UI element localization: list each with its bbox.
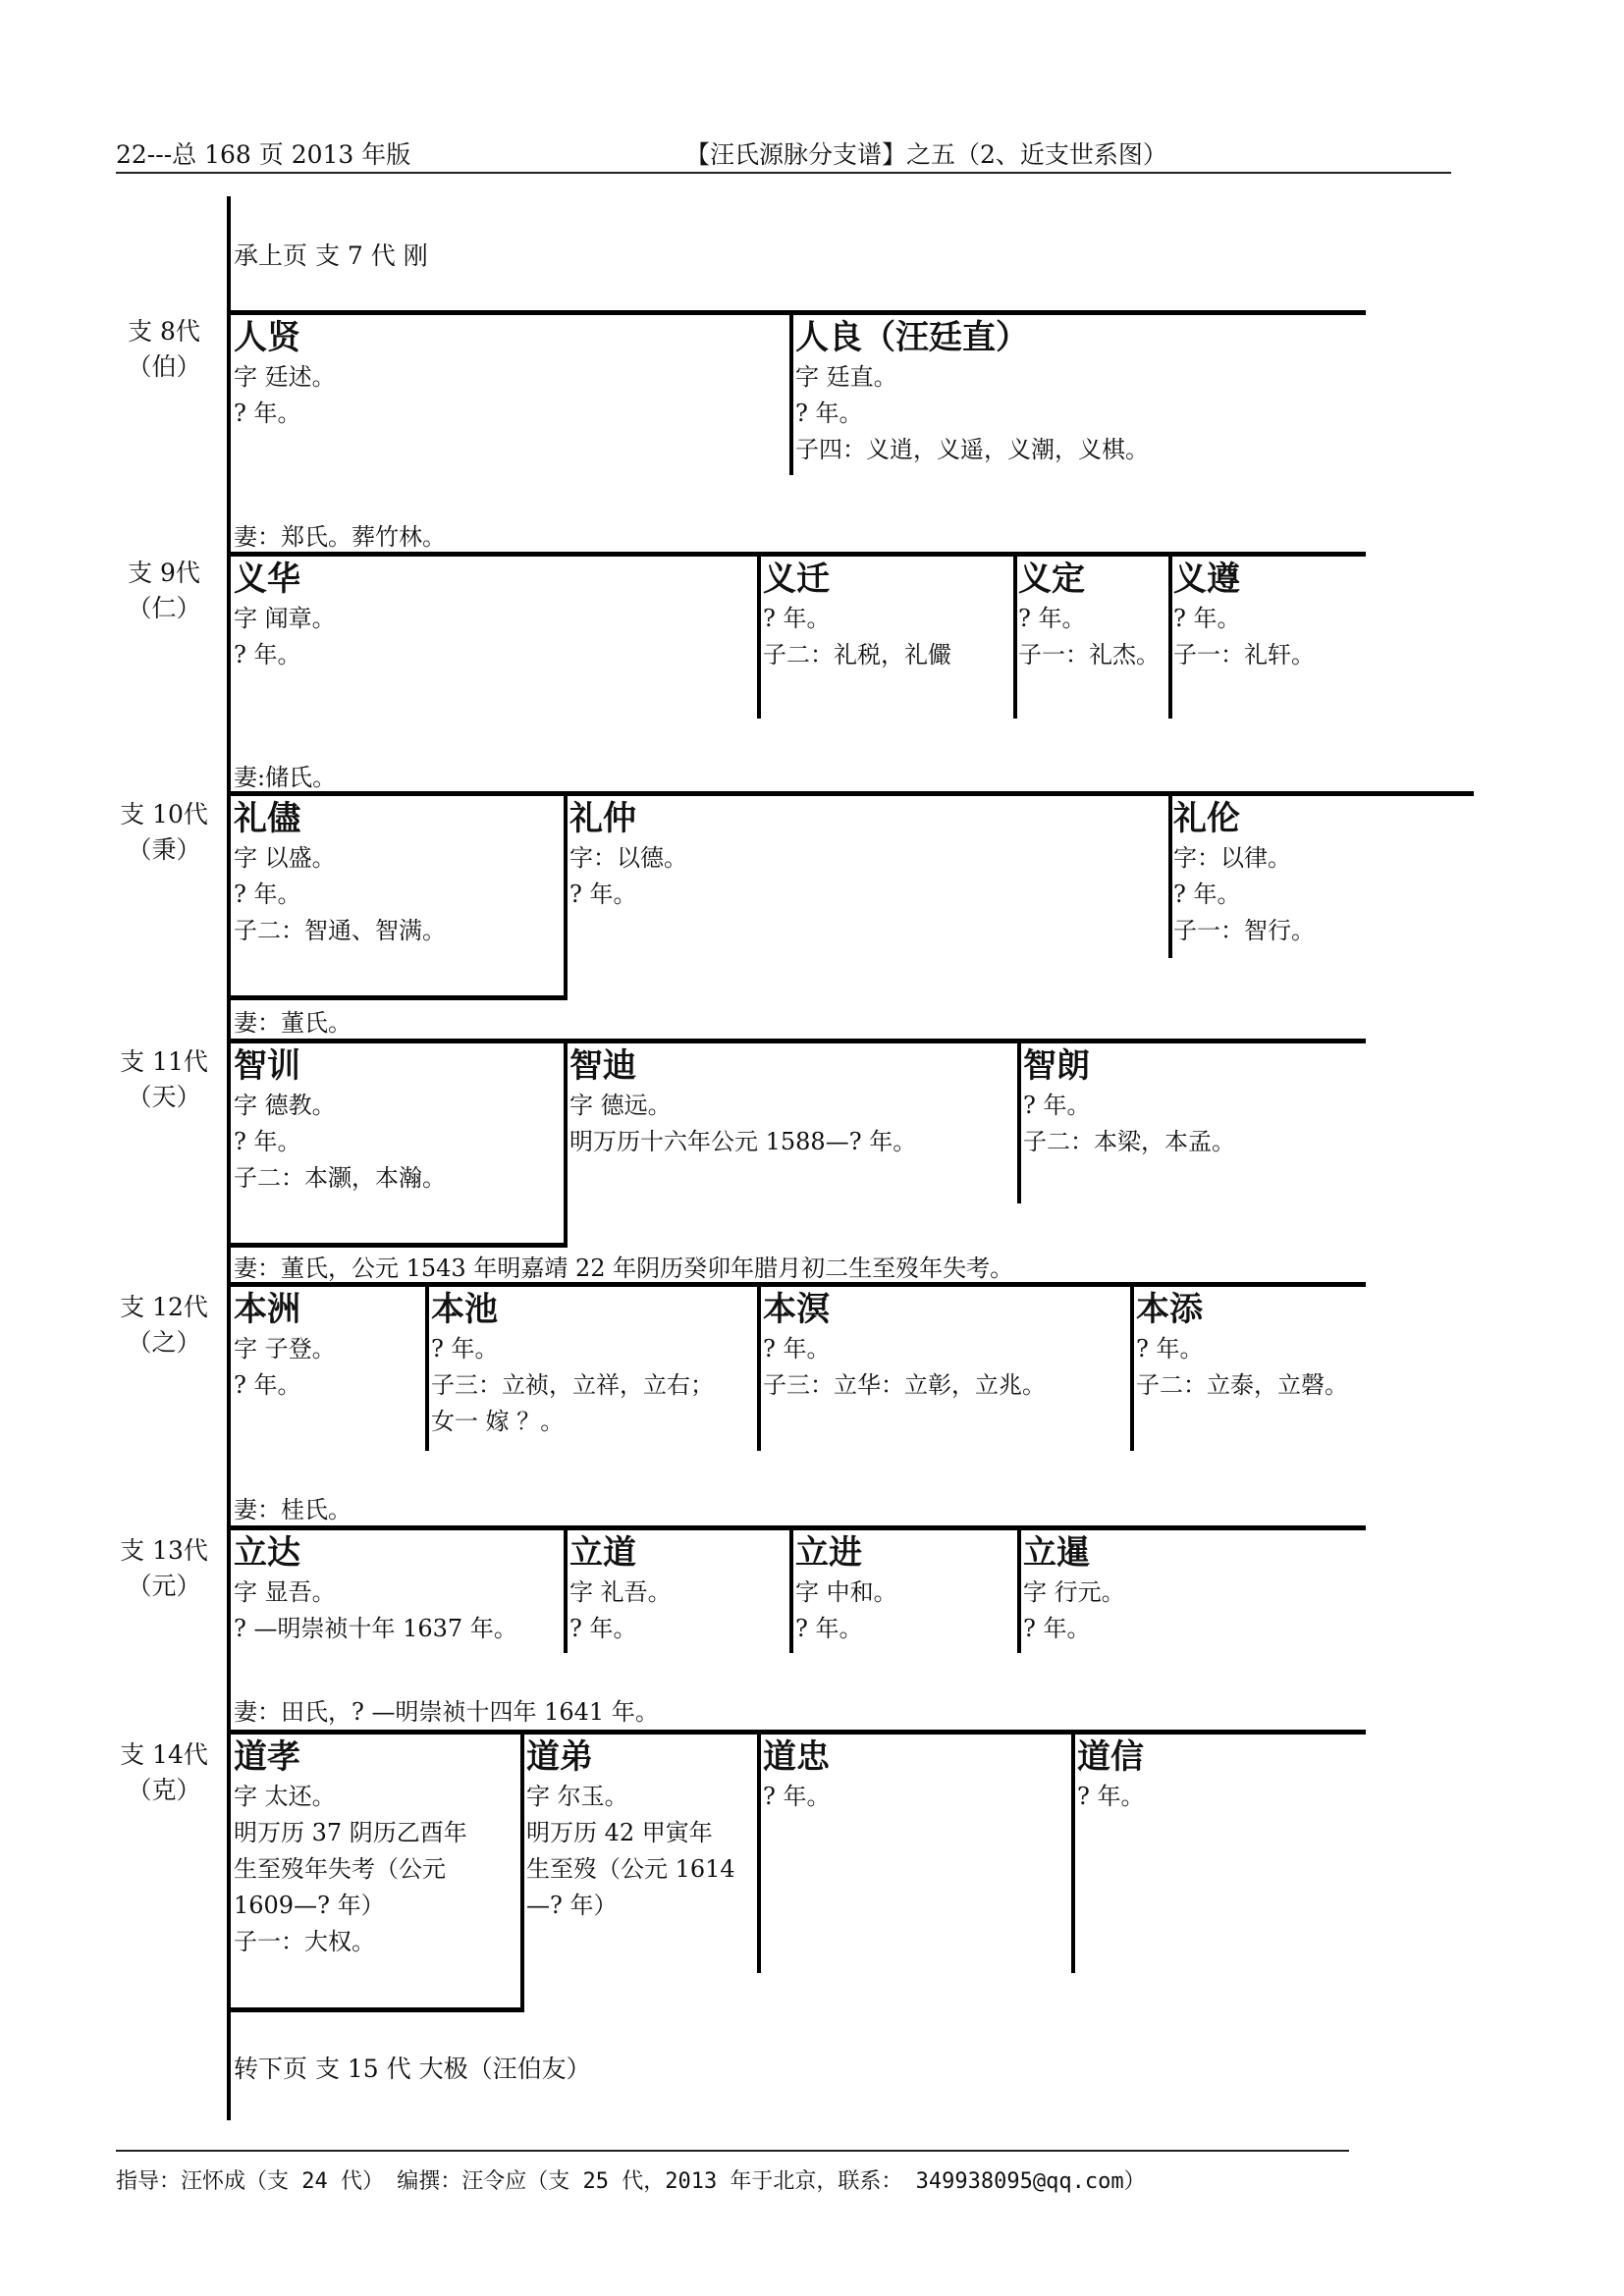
box-bottom [227, 2007, 524, 2012]
divider [425, 1282, 429, 1451]
box-bottom [227, 1243, 568, 1248]
footer-rule [116, 2150, 1349, 2152]
member-benzhou: 本洲 字 子登。 ? 年。 [234, 1290, 336, 1399]
member-renxian: 人贤 字 廷述。 ? 年。 [234, 318, 336, 427]
wife-note: 妻：董氏。 [234, 1009, 352, 1037]
generation-label-8: 支 8代 （伯） [127, 317, 201, 381]
member-lixian: 立暹 字 行元。 ? 年。 [1023, 1533, 1125, 1642]
wife-note: 妻:储氏。 [234, 764, 337, 791]
divider [564, 791, 568, 999]
divider [1168, 791, 1172, 958]
member-zhidi: 智迪 字 德远。 明万历十六年公元 1588—? 年。 [569, 1046, 917, 1155]
member-daozhong: 道忠 ? 年。 [763, 1737, 831, 1810]
member-benming: 本溟 ? 年。 子三：立华：立彰，立兆。 [763, 1290, 1046, 1399]
member-zhixun: 智训 字 德教。 ? 年。 子二：本灏，本瀚。 [234, 1046, 446, 1192]
divider [789, 310, 793, 475]
header-left: 22---总 168 页 2013 年版 [116, 140, 411, 169]
divider [789, 1525, 793, 1653]
member-benchi: 本池 ? 年。 子三：立祯，立祥，立右； 女一 嫁 ？。 [431, 1290, 714, 1435]
continued-to-note: 转下页 支 15 代 大极（汪伯友） [234, 2055, 591, 2083]
generation-8-line [227, 310, 1366, 315]
member-lilun: 礼伦 字：以律。 ? 年。 子一：智行。 [1173, 799, 1315, 944]
header-rule [116, 172, 1451, 174]
trunk-line [227, 196, 231, 2120]
member-lida: 立达 字 显吾。 ? —明崇祯十年 1637 年。 [234, 1533, 517, 1642]
generation-label-14: 支 14代 （克） [120, 1740, 208, 1804]
member-renliang: 人良（汪廷直） 字 廷直。 ? 年。 子四：义逍，义遥，义潮，义棋。 [795, 318, 1149, 463]
divider [757, 552, 761, 719]
generation-label-13: 支 13代 （元） [120, 1536, 208, 1600]
member-yizun: 义遵 ? 年。 子一：礼轩。 [1173, 560, 1315, 668]
divider [564, 1039, 568, 1247]
generation-11-line [227, 1039, 1366, 1043]
generation-label-9: 支 9代 （仁） [127, 559, 201, 622]
divider [1168, 552, 1172, 719]
generation-9-line [227, 552, 1366, 557]
member-lijin2: 立进 字 中和。 ? 年。 [795, 1533, 897, 1642]
divider [564, 1525, 568, 1653]
generation-label-12: 支 12代 （之） [120, 1293, 208, 1357]
wife-note: 妻：董氏，公元 1543 年明嘉靖 22 年阴历癸卯年腊月初二生至歿年失考。 [234, 1255, 1014, 1282]
member-zhilang: 智朗 ? 年。 子二：本梁，本孟。 [1023, 1046, 1235, 1155]
generation-10-line [227, 791, 1474, 796]
member-bentian: 本添 ? 年。 子二：立泰，立磬。 [1136, 1290, 1348, 1399]
generation-12-line [227, 1282, 1366, 1287]
member-yiqian: 义迁 ? 年。 子二：礼税，礼儼 [763, 560, 951, 668]
footer-credits: 指导：汪怀成（支 24 代） 编撰：汪令应（支 25 代，2013 年于北京，联系： 349938095@qq.com） [116, 2169, 1146, 2194]
member-daoxiao: 道孝 字 太还。 明万历 37 阴历乙酉年 生至歿年失考（公元 1609—? 年） 子一：大权。 [234, 1737, 467, 1955]
divider [1071, 1730, 1075, 1973]
generation-label-10: 支 10代 （秉） [120, 800, 208, 864]
continued-from-note: 承上页 支 7 代 刚 [234, 241, 428, 270]
divider [520, 1730, 524, 2012]
divider [757, 1730, 761, 1973]
generation-14-line [227, 1730, 1366, 1735]
divider [1017, 1525, 1021, 1653]
member-lizhong: 礼仲 字：以德。 ? 年。 [569, 799, 687, 908]
header-right: 【汪氏源脉分支谱】之五（2、近支世系图） [685, 140, 1167, 169]
divider [1013, 552, 1017, 719]
member-daoxin: 道信 ? 年。 [1077, 1737, 1145, 1810]
wife-note: 妻：田氏，? —明崇祯十四年 1641 年。 [234, 1698, 659, 1726]
generation-13-line [227, 1525, 1366, 1530]
divider [1130, 1282, 1134, 1451]
member-yihua: 义华 字 闻章。 ? 年。 [234, 560, 336, 668]
member-daodi: 道弟 字 尔玉。 明万历 42 甲寅年 生至歿（公元 1614 —? 年） [526, 1737, 735, 1919]
box-bottom [227, 995, 568, 1000]
member-lijin: 礼儘 字 以盛。 ? 年。 子二：智通、智满。 [234, 799, 446, 944]
divider [757, 1282, 761, 1451]
divider [1017, 1039, 1021, 1203]
wife-note: 妻：桂氏。 [234, 1496, 352, 1523]
generation-label-11: 支 11代 （天） [120, 1047, 208, 1111]
wife-note: 妻：郑氏。葬竹林。 [234, 523, 446, 551]
member-yiding: 义定 ? 年。 子一：礼杰。 [1018, 560, 1160, 668]
member-lidao: 立道 字 礼吾。 ? 年。 [569, 1533, 672, 1642]
